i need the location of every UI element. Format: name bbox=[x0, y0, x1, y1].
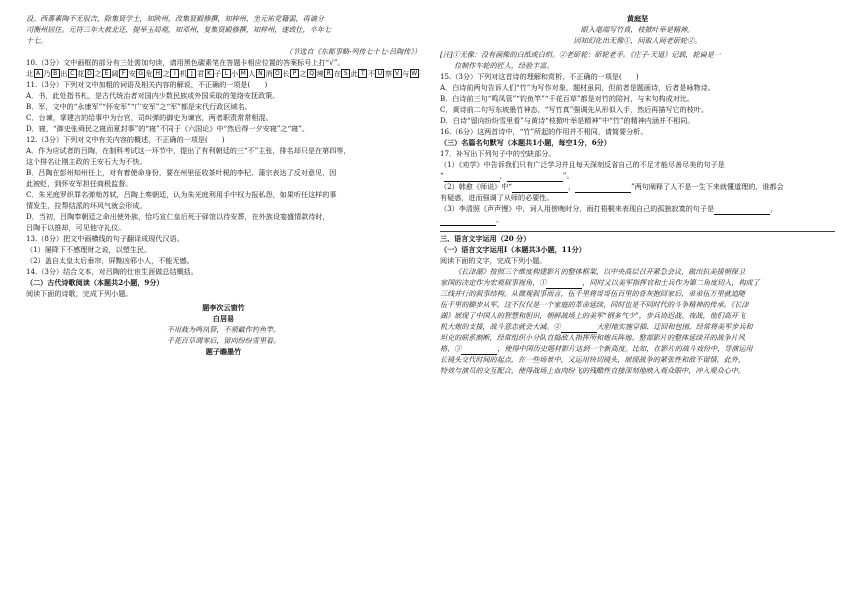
reading-paragraph-line: 湖》展现了中国人的智慧和胆识，朝鲜战场上的美军“钢多气少”，步兵协迟战、夜战，他们高开飞 bbox=[440, 310, 746, 320]
q10-answer-box[interactable]: I bbox=[170, 69, 179, 78]
q10-answer-box[interactable]: H bbox=[153, 69, 162, 78]
passage-line: 十七。 bbox=[26, 35, 48, 45]
q11-option-b: B．军，文中的“永康军”“怀安军”“广安军”之“军”都是宋代行政区域名。 bbox=[26, 101, 252, 111]
reading-paragraph-line: 三线并行的叙事结构。从微观叙事而言，伍千里将哥哥伍百里的骨灰抱回家后，弟弟伍万里就追随 bbox=[440, 288, 746, 298]
q10-answer-box[interactable]: S bbox=[341, 69, 350, 78]
q12-option-b: B．吕陶在彭州知州任上，对有着使命身份，要在州里征收茶叶税的李杞、蒲宗表达了反对意见，因 bbox=[26, 167, 337, 177]
q10-char: 安 bbox=[128, 68, 136, 78]
poem2-author: 黄庭坚 bbox=[626, 14, 649, 23]
q12-option-a: A．作为应试者的吕陶，在制科考试这一环节中，提出了有利朝廷的三“不”主张，排名却只是在第四等， bbox=[26, 145, 351, 155]
q17-item-1: （1）《劝学》中告诉我们只有广泛学习并且每天深刻反省自己的不足才能尽善尽美的句子是 bbox=[440, 159, 725, 169]
q17-item-3: （3）李清照《声声慢》中，词人用傍晚时分，雨打梧桐来表现自己的孤独寂寞的句子是 ， bbox=[440, 203, 778, 213]
q15-option-a: A．白诗前两句告诉人们“竹”为写作对象，题材虽同，但前者是题画诗，后者是咏物诗。 bbox=[440, 82, 715, 92]
reading-paragraph-line: 家国的决定作为宏观叙事视角，① ，同时又以美军指挥官和士兵作为第二角度切入，构成了 bbox=[440, 277, 760, 287]
section-language-sub: （一）语言文字运用Ⅰ（本题共3小题，11分） bbox=[440, 244, 586, 254]
reading-paragraph-line: 《长津湖》按照三个维度构建影片的整体框架，以中央高层召开紧急会议，做出抗美援朝保卫 bbox=[454, 266, 746, 276]
left-column bbox=[26, 14, 421, 358]
q10-answer-box[interactable]: F bbox=[119, 69, 128, 78]
poem1-title: 题李次云窗竹 bbox=[202, 302, 245, 312]
reading-instruction: 阅读下面的文字，完成下列小题。 bbox=[440, 255, 547, 265]
answer-blank[interactable] bbox=[444, 173, 500, 182]
poem1-author: 白居易 bbox=[212, 313, 235, 323]
q10-answer-box[interactable]: R bbox=[324, 69, 333, 78]
q10-char: 花 bbox=[77, 68, 85, 78]
q14-stem: 14.（3分）结合文本，对吕陶的仕宦生涯做总结概括。 bbox=[26, 266, 198, 276]
q10-answer-box[interactable]: B bbox=[51, 69, 60, 78]
q12-option-c: C．朱光庭罗织罪名弹劾苏轼，吕陶上奏朝廷，认为朱光庭利用手中权力报私怨，如果听任这样的事 bbox=[26, 189, 337, 199]
q10-stem: 10.（3分）文中画框的部分有三处需加句读，请用黑色碳素笔在答题卡相应位置的答案标号上打“√”。 bbox=[26, 57, 345, 67]
poem-note-cont: 位制作车轮的匠人，经验丰富。 bbox=[454, 60, 554, 70]
reading-paragraph-line: 坦克的联系割断，经常组织小分队直捣敌人指挥所和炮兵阵地。整部影片的整体延续开的战争片风 bbox=[440, 332, 746, 342]
q10-answer-box[interactable]: U bbox=[375, 69, 384, 78]
q13-sentence-2: （2）盖自太皇太后垂帘，屏黜凶邪小人，不能无憾。 bbox=[26, 255, 194, 265]
q17-item-2-cont: 有疑惑，进而强调了从师的必要性。 bbox=[440, 192, 554, 202]
reading-paragraph-line: 机大炮的支援，战斗意志就会大减。② 大胆地实施穿插、迂回和包围，经常将美军步兵和 bbox=[440, 321, 753, 331]
q10-answer-box[interactable]: D bbox=[85, 69, 94, 78]
poem2-line: 眼入毫端写竹真，枝掀叶举是精神。 bbox=[580, 24, 695, 34]
section-poetry-instruction: 阅读下面的诗歌，完成下列小题。 bbox=[26, 288, 133, 298]
q10-char: 小 bbox=[231, 68, 239, 78]
q10-char: 在 bbox=[333, 68, 341, 78]
answer-blank[interactable] bbox=[440, 217, 496, 226]
reading-paragraph-line: 格，③ ，使得中国历史题材影片达到一个新高度。比如，在影片的战斗戏份中，导演运用 bbox=[440, 343, 753, 353]
answer-blank[interactable] bbox=[512, 184, 568, 193]
q10-char: 机 bbox=[179, 68, 187, 78]
q10-char: 之 bbox=[94, 68, 102, 78]
q10-char: 人 bbox=[248, 68, 256, 78]
q10-answer-box[interactable]: C bbox=[68, 69, 77, 78]
reading-paragraph-line: 伍千里的脚步从军，这不仅仅是一个家庭的革命延续，同时也是不同时代的斗争精神的传承。《长津 bbox=[440, 299, 749, 309]
q10-char: 不 bbox=[367, 68, 375, 78]
q10-answer-box[interactable]: J bbox=[187, 69, 196, 78]
q10-char: 君 bbox=[196, 68, 205, 78]
right-column bbox=[440, 14, 835, 377]
poem2-line: 因知幻化出无像①，问取人间老斫轮②。 bbox=[573, 35, 702, 45]
q10-answer-box[interactable]: P bbox=[290, 69, 299, 78]
q10-answer-box[interactable]: K bbox=[205, 69, 214, 78]
q10-char: 子 bbox=[214, 68, 222, 78]
q10-char: 此 bbox=[350, 68, 358, 78]
q15-option-b: B．白诗前三句“鸣凤管”“钓鱼竿”“千花百草”都是对竹的陪衬，与末句构成对比。 bbox=[440, 93, 694, 103]
q10-char: 消 bbox=[265, 68, 273, 78]
passage-line: 设。西蕃素陶不无驭吉，除集贤学士，知陕州，改集贤殿修撰，知梓州，坐元祐党籍罢，再谪分 bbox=[26, 14, 324, 23]
q10-answer-box[interactable]: L bbox=[222, 69, 231, 78]
answer-blank[interactable] bbox=[461, 346, 497, 355]
q10-char: 察 bbox=[384, 68, 393, 78]
q11-stem: 11.（3分）下列对文中加粗的词语及相关内容的解说，不正确的一项是( ) bbox=[26, 79, 268, 89]
q10-char: 之 bbox=[162, 68, 170, 78]
q10-char bbox=[419, 69, 421, 78]
poem-note: [注]①无像：没有画像的白纸或白绢。②老斫轮：斫轮老手。《庄子·天道》记载，轮扁是一 bbox=[440, 49, 721, 59]
q10-char: 危 bbox=[145, 68, 153, 78]
section-dictation-title: （三）名篇名句默写（本题共1小题，每空1分，6分） bbox=[440, 137, 611, 147]
answer-blank[interactable] bbox=[507, 173, 563, 182]
q10-char: 出 bbox=[60, 68, 68, 78]
q11-option-d: D．寝，“御史张舜民之寝而夏封事”的“寝”不同于《六国论》中“然后得一夕安寝”之“寝”。 bbox=[26, 123, 309, 133]
q12-option-d: D．当初，吕陶奉朝廷之命出使外族，恰巧宣仁皇后死于驿馆以待安葬，在外族设宴盛情款待时， bbox=[26, 211, 330, 221]
answer-blank[interactable] bbox=[714, 206, 770, 215]
answer-blank[interactable] bbox=[575, 184, 631, 193]
q10-answer-box[interactable]: M bbox=[240, 70, 246, 78]
section-poetry-title: （二）古代诗歌阅读（本题共2小题，9分） bbox=[26, 277, 164, 287]
answer-blank[interactable] bbox=[561, 324, 597, 333]
q12-option-c-cont: 情发生，拉帮结派的坏风气就会形成。 bbox=[26, 200, 147, 210]
q10-answer-box[interactable]: Q bbox=[307, 69, 316, 78]
q10-answer-box[interactable]: V bbox=[393, 69, 402, 78]
q12-option-d-cont: 吕陶于以推却，可见他守礼仪。 bbox=[26, 222, 126, 232]
q15-option-c: C．黄诗前二句写东坡墨竹神态，“写竹真”强调先从形似入手，然后再描写它的枝叶。 bbox=[440, 104, 709, 114]
q15-option-d: D．白诗“留向纷纷雪里看”与黄诗“枝掀叶举是精神”中“竹”的精神内涵并不相同。 bbox=[440, 115, 695, 125]
q17-item-1-blanks: “ ， ”。 bbox=[440, 170, 574, 180]
q17-item-3-cont: 。 bbox=[440, 215, 835, 226]
q10-answer-box[interactable]: T bbox=[358, 69, 367, 78]
q10-char: 与 bbox=[402, 68, 410, 78]
reading-paragraph-line: 特效与演员的交互配合，使得战场上血肉纷飞的残酷性直接深刻地映入观众眼中，冲入观众心中。 bbox=[440, 365, 746, 375]
section-language-title: 三、语言文字运用（20 分） bbox=[440, 233, 531, 243]
q13-stem: 13.（8分）把文中画横线的句子翻译成现代汉语。 bbox=[26, 233, 184, 243]
q12-option-a-cont: 这个排名让刚主政的王安石大为不快。 bbox=[26, 156, 147, 166]
q10-answer-box[interactable]: N bbox=[256, 69, 265, 78]
q16-stem: 16.（6分）这两首诗中，“竹”所起的作用并不相同，请简要分析。 bbox=[440, 126, 648, 136]
q10-char: 乃 bbox=[43, 68, 51, 78]
q10-answer-box[interactable]: G bbox=[136, 69, 145, 78]
passage-line: 司衡州居住。元符三年大赦北还，提举玉局观，知邓州，复集贤殿修撰，知梓州，遂致仕，卒年七 bbox=[26, 24, 332, 34]
poem2-title: 题子瞻墨竹 bbox=[205, 346, 242, 356]
source-citation: （节选自《东都事略·列传七十七·吕陶传》） bbox=[285, 46, 421, 56]
q11-option-a: A．书，此处指书札，是古代统治者对国内少数民族或外国采取的笼络安抚政策。 bbox=[26, 90, 280, 100]
q10-answer-box[interactable]: W bbox=[411, 70, 418, 78]
q13-sentence-1: （1）屡降下不感理财之说，以塑生民。 bbox=[26, 244, 152, 254]
answer-blank[interactable] bbox=[546, 280, 582, 289]
poem1-line: 不用栽为鸣凤管，不须截作钓鱼竿。 bbox=[166, 324, 281, 334]
q17-stem: 17．补写出下列句子中的空缺部分。 bbox=[440, 148, 556, 158]
section-divider bbox=[440, 231, 835, 232]
q10-sequence bbox=[26, 69, 421, 80]
q10-char: 阔 bbox=[111, 68, 119, 78]
q10-answer-box[interactable]: E bbox=[102, 69, 111, 78]
q10-char: 之 bbox=[299, 68, 307, 78]
q11-option-c: C．台谏，掌建言的给事中为台官，司纠弹的御史为谏官，两者职责常常相混。 bbox=[26, 112, 273, 122]
q17-item-2: （2）韩愈《师说》中“ ， ”两句阐释了人不是一生下来就懂道理的，谁都会 bbox=[440, 181, 784, 191]
q10-char: 长 bbox=[282, 68, 290, 78]
poem1-line: 千花百草凋零后，留向纷纷雪里看。 bbox=[166, 335, 281, 345]
q10-answer-box[interactable]: A bbox=[34, 69, 43, 78]
q12-option-b-cont: 此被贬，到怀安军担任商税监督。 bbox=[26, 178, 133, 188]
q10-answer-box[interactable]: O bbox=[273, 69, 282, 78]
q12-stem: 12.（3分）下列对文中有关内容的概述，不正确的一项是( ) bbox=[26, 134, 225, 144]
q10-char: 北 bbox=[26, 68, 34, 78]
reading-paragraph-line: 长镜头交代时间的起点，在一些场景中，又运用快切镜头，展现战争的紧张性和敌不留情。此外， bbox=[440, 354, 746, 364]
q10-char: 境 bbox=[316, 68, 324, 78]
q15-stem: 15.（3分）下列对这首诗的理解和赏析，不正确的一项是( ) bbox=[440, 71, 639, 81]
